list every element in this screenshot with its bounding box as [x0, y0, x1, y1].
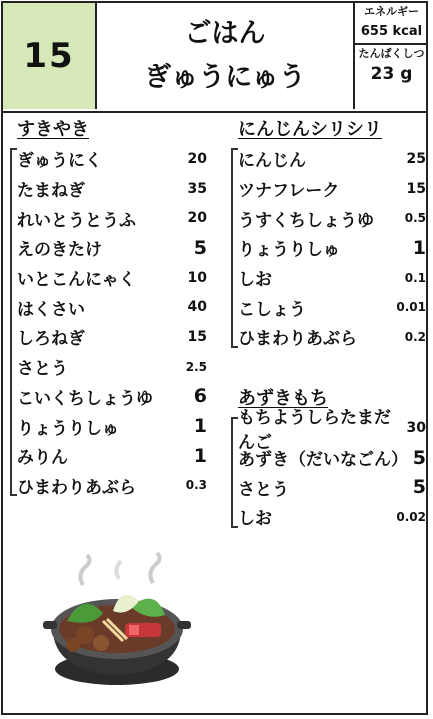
ingredient-amount: 5 — [412, 446, 426, 469]
ingredient-name: たまねぎ — [17, 181, 85, 202]
card-header — [3, 3, 426, 113]
ingredient-name: りょうりしゅ — [17, 418, 119, 439]
ingredient-row — [238, 292, 426, 322]
ingredient-list — [238, 144, 426, 352]
ingredient-name: あずき（だいなごん） — [238, 450, 408, 471]
ingredient-amount: 0.2 — [404, 329, 426, 344]
ingredient-amount: 5 — [193, 236, 207, 259]
ingredient-amount: 5 — [412, 476, 426, 499]
ingredient-name: えのきたけ — [17, 240, 102, 261]
ingredient-row — [17, 292, 207, 322]
ingredient-name: いとこんにゃく — [17, 270, 136, 291]
energy-value: 655 kcal — [360, 24, 423, 39]
ingredient-row — [17, 263, 207, 293]
ingredient-row — [238, 502, 426, 532]
ingredient-name: ツナフレーク — [238, 181, 340, 202]
ingredient-amount: 15 — [187, 328, 207, 345]
ingredient-row — [238, 322, 426, 352]
ingredient-name: しお — [238, 509, 272, 530]
ingredient-row — [17, 411, 207, 441]
ingredient-amount: 2.5 — [185, 359, 207, 374]
ingredient-amount: 1 — [193, 415, 207, 438]
ingredient-name: もちようしらたまだんご — [238, 407, 391, 453]
ingredient-name: さとう — [17, 359, 68, 380]
section-title: すきやき — [17, 119, 89, 140]
ingredient-name: ひまわりあぶら — [17, 477, 136, 498]
ingredient-row — [17, 352, 207, 382]
ingredient-name: はくさい — [17, 299, 85, 320]
ingredient-list — [238, 407, 426, 532]
ingredient-name: ひまわりあぶら — [238, 329, 357, 350]
section-title: あずきもち — [238, 388, 328, 409]
ingredient-amount: 40 — [187, 299, 207, 316]
ingredient-amount: 1 — [412, 236, 426, 259]
ingredient-row — [17, 144, 207, 174]
day-number: 15 — [3, 3, 97, 109]
ingredient-row — [17, 471, 207, 501]
ingredient-amount: 0.5 — [404, 211, 426, 226]
ingredient-amount: 30 — [406, 419, 426, 436]
ingredient-row — [238, 144, 426, 174]
energy-label: エネルギー — [364, 5, 419, 18]
ingredient-row — [238, 443, 426, 473]
ingredient-amount: 35 — [187, 180, 207, 197]
ingredient-row — [238, 203, 426, 233]
sukiyaki-section — [17, 116, 207, 500]
menu-card — [1, 1, 428, 715]
list-bracket — [231, 417, 238, 528]
ingredient-amount: 20 — [187, 150, 207, 167]
ingredient-amount: 0.01 — [396, 300, 426, 315]
ingredient-row — [17, 233, 207, 263]
ingredient-name: しろねぎ — [17, 329, 85, 350]
ingredient-name: れいとうとうふ — [17, 210, 136, 231]
ingredient-amount: 1 — [193, 444, 207, 467]
menu-item-milk: ぎゅうにゅう — [144, 62, 306, 93]
nutrition-box — [353, 3, 428, 109]
ingredient-amount: 6 — [193, 385, 207, 408]
ingredient-row — [17, 203, 207, 233]
menu-item-rice: ごはん — [184, 18, 266, 49]
ingredient-name: しお — [238, 270, 272, 291]
ingredient-amount: 0.02 — [396, 509, 426, 524]
ingredient-row — [17, 441, 207, 471]
ingredient-amount: 15 — [406, 180, 426, 197]
protein-label: たんぱくしつ — [358, 47, 425, 60]
ingredient-name: こしょう — [238, 299, 306, 320]
ingredient-row — [238, 472, 426, 502]
protein-value: 23 g — [370, 64, 413, 84]
azuki-section — [238, 385, 426, 532]
ingredient-amount: 20 — [187, 210, 207, 227]
ingredient-row — [17, 382, 207, 412]
ingredient-name: りょうりしゅ — [238, 240, 340, 261]
ingredient-row — [238, 263, 426, 293]
ingredient-amount: 0.3 — [185, 478, 207, 493]
ingredient-row — [238, 407, 426, 453]
ingredient-amount: 25 — [406, 150, 426, 167]
ingredient-name: にんじん — [238, 151, 306, 172]
ingredient-name: うすくちしょうゆ — [238, 210, 374, 231]
ingredient-row — [238, 174, 426, 204]
ingredient-list — [17, 144, 207, 500]
ingredient-row — [238, 233, 426, 263]
sukiyaki-pot-icon — [43, 551, 191, 691]
ingredient-name: みりん — [17, 448, 68, 469]
ingredient-name: ぎゅうにく — [17, 151, 102, 172]
ingredient-name: さとう — [238, 479, 289, 500]
ninjin-section — [238, 116, 426, 352]
ingredient-amount: 10 — [187, 269, 207, 286]
ingredient-row — [17, 322, 207, 352]
list-bracket — [231, 148, 238, 348]
main-menu — [97, 3, 353, 109]
list-bracket — [10, 148, 17, 496]
ingredient-row — [17, 174, 207, 204]
section-title: にんじんシリシリ — [238, 119, 382, 140]
ingredient-amount: 0.1 — [404, 270, 426, 285]
ingredient-name: こいくちしょうゆ — [17, 388, 153, 409]
